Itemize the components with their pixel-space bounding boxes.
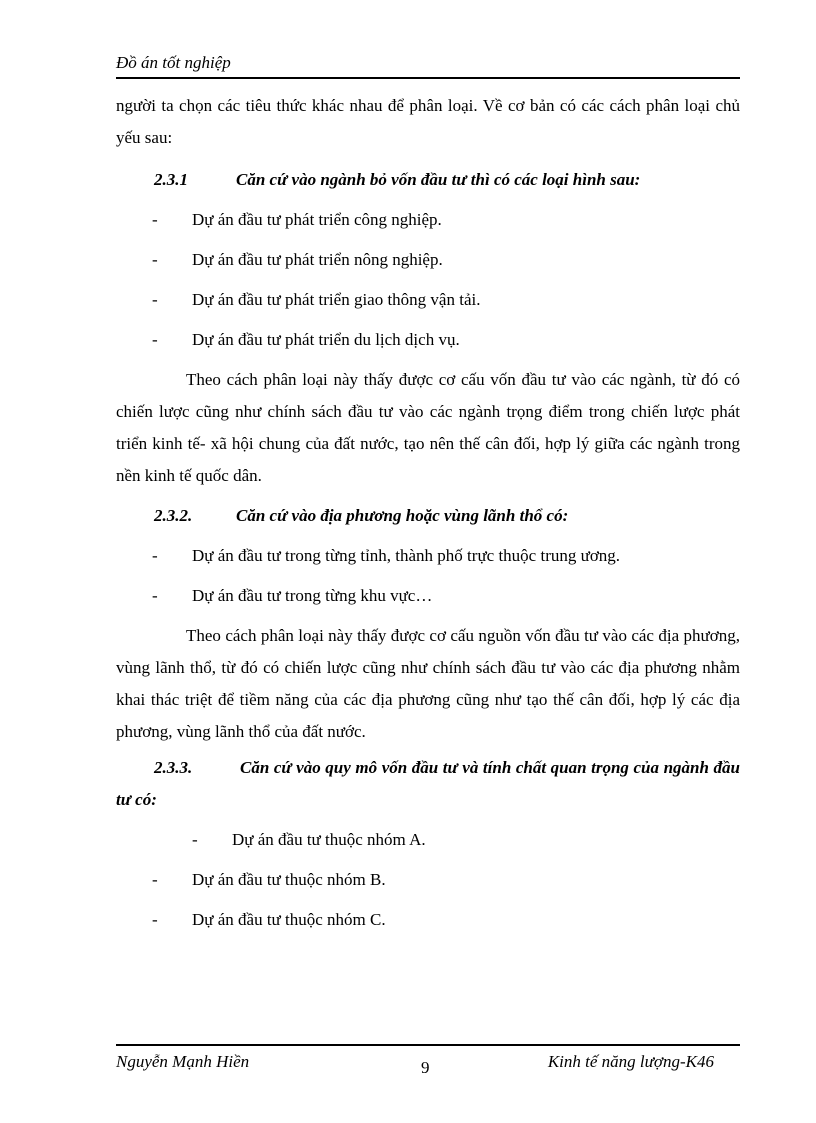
section-1-number: 2.3.1 <box>154 170 188 189</box>
bullet-marker: - <box>152 210 158 229</box>
header-title: Đồ án tốt nghiệp <box>116 53 231 72</box>
list-item: - Dự án đầu tư thuộc nhóm C. <box>116 900 740 940</box>
section-3-number: 2.3.3. <box>154 758 193 777</box>
bullet-marker: - <box>152 586 158 605</box>
bullet-marker: - <box>152 870 158 889</box>
section-3-heading <box>116 748 740 820</box>
list-item: - Dự án đầu tư phát triển công nghiệp. <box>116 200 740 240</box>
page-header <box>116 53 740 79</box>
bullet-marker: - <box>152 250 158 269</box>
bullet-marker: - <box>192 830 198 849</box>
bullet-marker: - <box>152 290 158 309</box>
section-1-paragraph: Theo cách phân loại này thấy được cơ cấu vốn đầu tư vào các ngành, từ đó có chiến lược cũng như chính sách đầu tư vào các ngành trọng điểm trong chiến lược phát triển kinh tế- xã hội chung của đất nước, tạo nên thế cân đối, hợp lý giữa các ngành trong nền kinh tế quốc dân. <box>116 370 740 485</box>
bullet-marker: - <box>152 546 158 565</box>
intro-paragraph: người ta chọn các tiêu thức khác nhau để phân loại. Về cơ bản có các cách phân loại chủ yếu sau: <box>116 96 740 147</box>
page-content <box>116 90 740 940</box>
section-1-title: Căn cứ vào ngành bỏ vốn đầu tư thì có các loại hình sau: <box>236 170 641 189</box>
list-item: - Dự án đầu tư trong từng khu vực… <box>116 576 740 616</box>
section-1-heading <box>116 160 740 200</box>
list-item: - Dự án đầu tư phát triển nông nghiệp. <box>116 240 740 280</box>
section-3-title: Căn cứ vào quy mô vốn đầu tư và tính chất quan trọng của ngành đầu tư có: <box>116 758 740 809</box>
section-2-paragraph: Theo cách phân loại này thấy được cơ cấu nguồn vốn đầu tư vào các địa phương, vùng lãnh thổ, từ đó có chiến lược cũng như chính sách đầu tư vào các địa phương nhằm khai thác triệt để tiềm năng của các địa phương cũng như tạo thế cân đối, hợp lý các địa phương, vùng lãnh thổ của đất nước. <box>116 626 740 741</box>
list-item: - Dự án đầu tư thuộc nhóm A. <box>116 820 740 860</box>
page-number: 9 <box>421 1058 430 1077</box>
list-item: - Dự án đầu tư phát triển du lịch dịch vụ. <box>116 320 740 360</box>
bullet-marker: - <box>152 330 158 349</box>
section-2-heading <box>116 496 740 536</box>
section-2-title: Căn cứ vào địa phương hoặc vùng lãnh thổ có: <box>236 506 569 525</box>
bullet-marker: - <box>152 910 158 929</box>
list-item: - Dự án đầu tư phát triển giao thông vận tải. <box>116 280 740 320</box>
list-item: - Dự án đầu tư thuộc nhóm B. <box>116 860 740 900</box>
footer-course: Kinh tế năng lượng-K46 <box>547 1052 714 1071</box>
section-2-number: 2.3.2. <box>154 506 193 525</box>
footer-author: Nguyễn Mạnh Hiền <box>116 1052 250 1071</box>
list-item: - Dự án đầu tư trong từng tỉnh, thành phố trực thuộc trung ương. <box>116 536 740 576</box>
page-footer <box>116 1044 740 1086</box>
